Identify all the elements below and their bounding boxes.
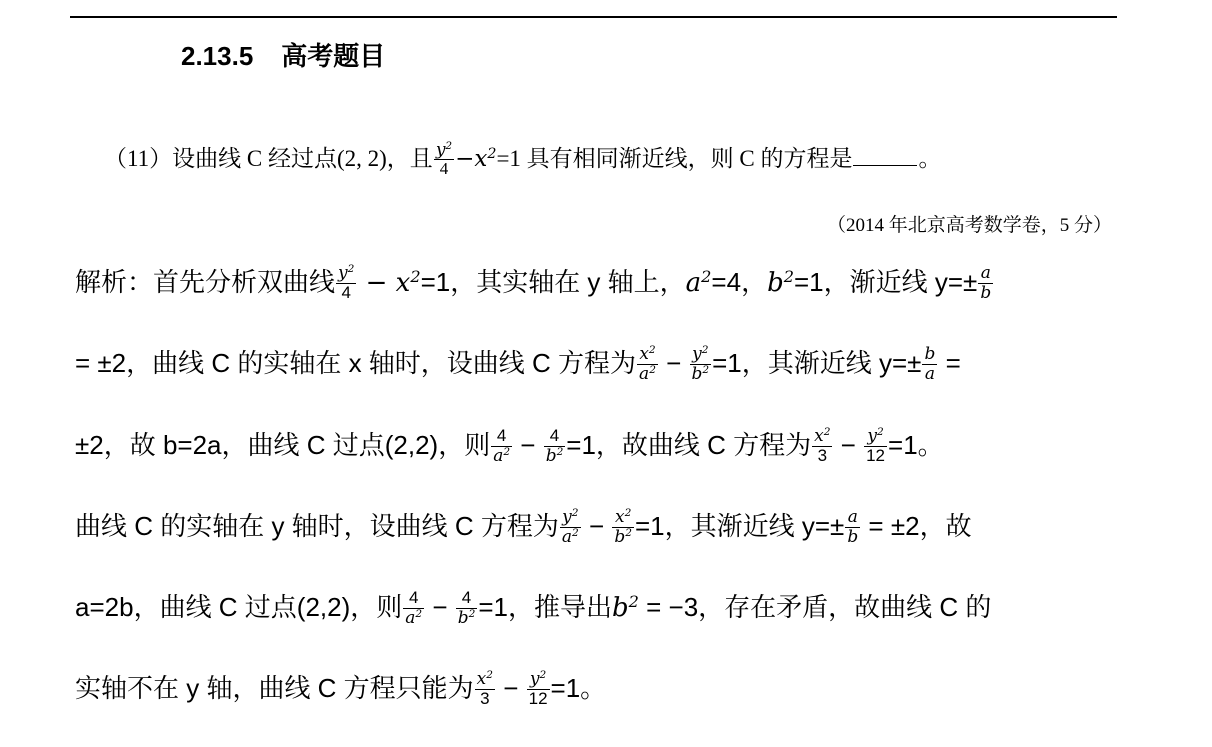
analysis-line-2: = ±2，曲线 C 的实轴在 x 轴时，设曲线 C 方程为 $\frac{x^2}{a^2}$ − $\frac{y^2}{b^2}$ =1，其渐近线 y=± $\frac{b}{a}$ =: [75, 343, 961, 384]
fraction: $\frac{y^2}{12}$: [528, 668, 548, 708]
text: 曲线 C 的实轴在 y 轴时，设曲线 C 方程为: [75, 511, 559, 541]
fraction: $\frac{y^2}{12}$: [866, 425, 886, 465]
text: ±2，故 b=2a，曲线 C 过点(2,2)，则: [75, 430, 491, 460]
fraction: $\frac{4}{b^2}$: [545, 425, 564, 466]
analysis-line-1: 解析：首先分析双曲线 $\frac{y^2}{4}$ − $x^2=1$，其实轴在 y 轴上，$a^2=4$，$b^2=1$，渐近线 y=± $\frac{a}{b}$: [75, 262, 992, 303]
fraction: $\frac{x^2}{b^2}$: [614, 506, 632, 547]
text: = ±2，故: [861, 511, 972, 541]
analysis-line-4: 曲线 C 的实轴在 y 轴时，设曲线 C 方程为 $\frac{y^2}{a^2}$ − $\frac{x^2}{b^2}$ =1，其渐近线 y=± $\frac{a}{b}$ = ±2，故: [75, 506, 972, 547]
fraction: $\frac{x^2}{3}$: [814, 425, 831, 465]
section-heading: [181, 36, 385, 73]
fraction: $\frac{4}{a^2}$: [405, 587, 423, 628]
text: ，存在矛盾，故曲线 C 的: [698, 592, 992, 622]
question-source: （2014 年北京高考数学卷，5 分）: [826, 215, 1112, 236]
text: = ±2，曲线 C 的实轴在 x 轴时，设曲线 C 方程为: [75, 348, 637, 378]
top-rule: [70, 16, 1117, 18]
analysis-line-6: 实轴不在 y 轴，曲线 C 方程只能为 $\frac{x^2}{3}$ − $\frac{y^2}{12}$ =1。: [75, 668, 607, 708]
question-suffix: 。: [918, 146, 942, 171]
question-prefix: （11）设曲线 C 经过点(2, 2)，且: [104, 146, 433, 171]
fraction: $\frac{y^2}{4}$: [338, 262, 355, 302]
text: =1，故曲线 C 方程为: [566, 430, 812, 460]
text: =1，其实轴在 y 轴上，: [420, 267, 686, 297]
fraction: $\frac{a}{b}$: [980, 262, 992, 303]
question-line: （11）设曲线 C 经过点(2, 2)，且 $\frac{y^2}{4}$ $-x^2=1$ 具有相同渐近线，则 C 的方程是 。: [104, 139, 942, 179]
text: =4，: [711, 267, 768, 297]
text: a=2b，曲线 C 过点(2,2)，则: [75, 592, 403, 622]
text: =: [938, 348, 961, 378]
fraction: $\frac{4}{b^2}$: [457, 587, 476, 628]
text: 解析：首先分析双曲线: [75, 267, 336, 297]
fraction: $\frac{x^2}{3}$: [476, 668, 493, 708]
text: =1，其渐近线 y=±: [712, 348, 922, 378]
answer-blank: [853, 147, 917, 166]
text: 实轴不在 y 轴，曲线 C 方程只能为: [75, 673, 474, 703]
fraction: $\frac{b}{a}$: [924, 343, 936, 384]
section-number: 2.13.5: [181, 41, 254, 71]
fraction: $\frac{x^2}{a^2}$: [639, 343, 656, 384]
text: =1，其渐近线 y=±: [634, 511, 845, 541]
question-middle: =1 具有相同渐近线，则 C 的方程是: [496, 146, 853, 171]
text: =1，渐近线 y=±: [793, 267, 978, 297]
section-title: 高考题目: [281, 41, 386, 71]
analysis-line-3: ±2，故 b=2a，曲线 C 过点(2,2)，则 $\frac{4}{a^2}$ − $\frac{4}{b^2}$ =1，故曲线 C 方程为 $\frac{x^2}{3}$ − $\frac{y^2}{12}$ =1。: [75, 425, 944, 466]
fraction: $\frac{y^2}{b^2}$: [691, 343, 710, 384]
fraction: $\frac{y^2}{4}$: [435, 139, 453, 179]
analysis-line-5: a=2b，曲线 C 过点(2,2)，则 $\frac{4}{a^2}$ − $\frac{4}{b^2}$ =1，推导出$b^2 = -3$，存在矛盾，故曲线 C 的: [75, 587, 992, 628]
fraction: $\frac{a}{b}$: [847, 506, 859, 547]
text: =1。: [550, 673, 607, 703]
text: =1。: [888, 430, 944, 460]
fraction: $\frac{4}{a^2}$: [493, 425, 511, 466]
fraction: $\frac{y^2}{a^2}$: [561, 506, 579, 547]
text: =1，推导出: [478, 592, 612, 622]
